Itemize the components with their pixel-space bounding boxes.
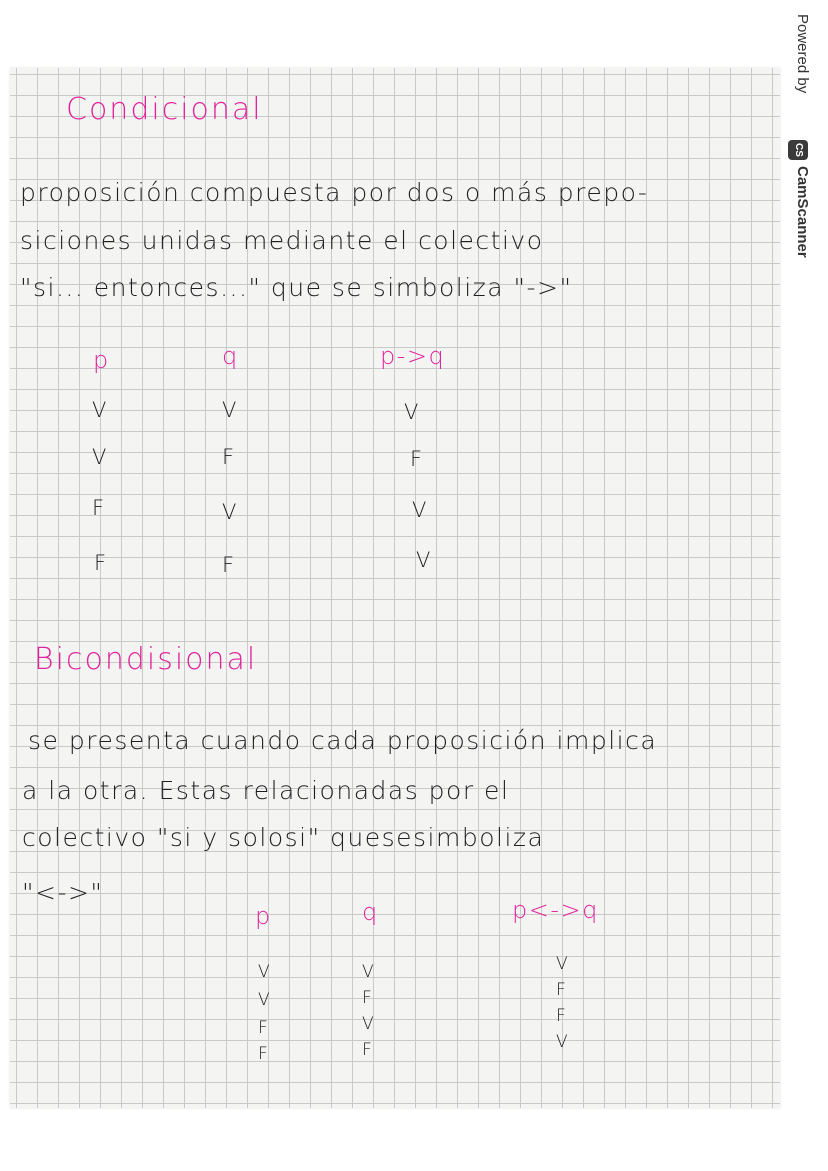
bicond-cell-r3-result: F	[556, 1006, 568, 1026]
camscanner-watermark	[785, 10, 811, 270]
cond-header-p-implies-q: p->q	[380, 342, 446, 370]
cond-cell-r1-q: V	[222, 398, 238, 422]
cond-cell-r3-q: V	[222, 500, 238, 524]
watermark-brand	[794, 166, 811, 258]
biconditional-line-3: colectivo "si y solosi" quesesimboliza	[22, 823, 545, 852]
cond-cell-r2-q: F	[222, 445, 236, 469]
bicond-cell-r2-result: F	[556, 980, 568, 1000]
cond-cell-r4-p: F	[94, 551, 108, 575]
notebook-page	[10, 68, 780, 1108]
logo-text: CS	[793, 143, 804, 157]
conditional-line-3: "si... entonces..." que se simboliza "->"	[20, 273, 573, 302]
cond-cell-r3-result: V	[412, 498, 428, 522]
bicond-header-p-iff-q: p<->q	[512, 896, 599, 924]
bicond-header-q: q	[362, 898, 379, 926]
bicond-cell-r2-q: F	[362, 988, 374, 1008]
conditional-title: Condicional	[66, 92, 263, 127]
conditional-line-2: siciones unidas mediante el colectivo	[20, 226, 544, 255]
biconditional-line-1: se presenta cuando cada proposición implica	[28, 726, 658, 755]
cond-cell-r2-p: V	[92, 445, 108, 469]
biconditional-line-2: a la otra. Estas relacionadas por el	[22, 776, 510, 805]
cond-cell-r3-p: F	[92, 496, 106, 520]
bicond-cell-r4-q: F	[362, 1040, 374, 1060]
watermark-text	[794, 14, 811, 93]
cond-cell-r4-result: V	[416, 548, 432, 572]
brand-label: CamScanner	[794, 166, 811, 258]
bicond-cell-r2-p: V	[258, 990, 272, 1010]
bicond-cell-r1-q: V	[362, 962, 376, 982]
biconditional-line-4: "<->"	[22, 878, 104, 907]
bicond-cell-r4-p: F	[258, 1044, 270, 1064]
bicond-cell-r1-p: V	[258, 962, 272, 982]
powered-by-label: Powered by	[794, 14, 811, 94]
cond-cell-r4-q: F	[222, 553, 236, 577]
bicond-header-p: p	[255, 902, 272, 930]
bicond-cell-r4-result: V	[556, 1032, 570, 1052]
cond-header-q: q	[222, 342, 239, 370]
cond-header-p: p	[93, 346, 110, 374]
biconditional-title: Bicondisional	[34, 642, 258, 677]
bicond-cell-r1-result: V	[556, 954, 570, 974]
cond-cell-r2-result: F	[410, 447, 424, 471]
camscanner-logo-icon	[788, 140, 808, 160]
bicond-cell-r3-p: F	[258, 1018, 270, 1038]
cond-cell-r1-result: V	[404, 400, 420, 424]
conditional-line-1: proposición compuesta por dos o más prepo-	[20, 178, 649, 207]
cond-cell-r1-p: V	[92, 398, 108, 422]
bicond-cell-r3-q: V	[362, 1014, 376, 1034]
